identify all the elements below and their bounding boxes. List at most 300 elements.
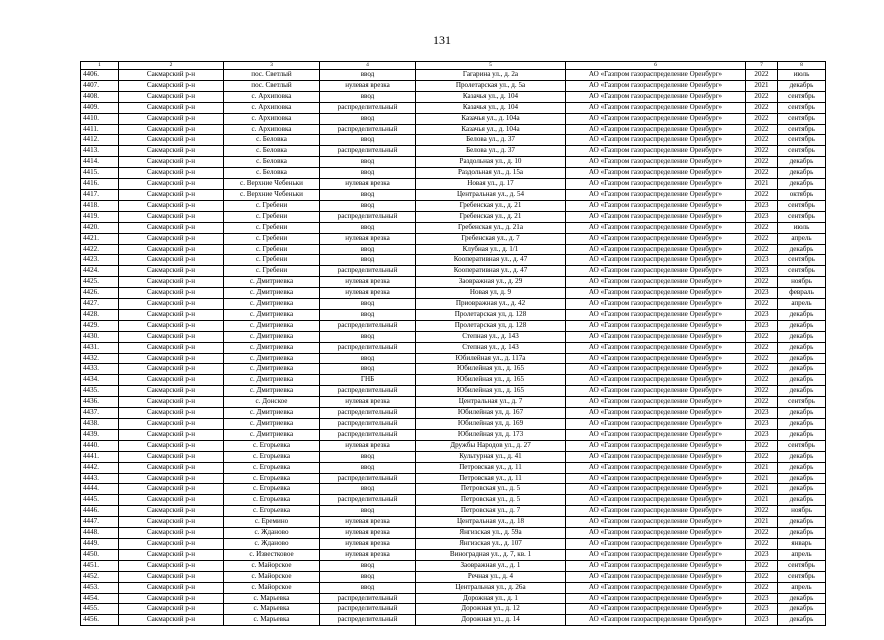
cell-row-number: 4447. bbox=[81, 517, 119, 528]
cell-organization: АО «Газпром газораспределение Оренбург» bbox=[566, 299, 746, 310]
cell-pipeline-type: ввод bbox=[320, 353, 416, 364]
cell-pipeline-type: ввод bbox=[320, 222, 416, 233]
cell-organization: АО «Газпром газораспределение Оренбург» bbox=[566, 375, 746, 386]
cell-row-number: 4437. bbox=[81, 408, 119, 419]
cell-district: Сакмарский р-н bbox=[119, 168, 224, 179]
cell-district: Сакмарский р-н bbox=[119, 244, 224, 255]
cell-organization: АО «Газпром газораспределение Оренбург» bbox=[566, 179, 746, 190]
cell-address: Казачья ул., д. 104 bbox=[416, 91, 566, 102]
table-row bbox=[81, 364, 826, 375]
cell-organization: АО «Газпром газораспределение Оренбург» bbox=[566, 495, 746, 506]
cell-settlement: с. Дмитриевка bbox=[224, 277, 320, 288]
cell-year: 2023 bbox=[746, 604, 778, 615]
cell-pipeline-type: ввод bbox=[320, 560, 416, 571]
cell-settlement: с. Дмитриевка bbox=[224, 309, 320, 320]
cell-pipeline-type: ввод bbox=[320, 157, 416, 168]
cell-month: апрель bbox=[778, 549, 826, 560]
cell-row-number: 4430. bbox=[81, 331, 119, 342]
cell-month: сентябрь bbox=[778, 397, 826, 408]
cell-row-number: 4428. bbox=[81, 309, 119, 320]
cell-month: декабрь bbox=[778, 484, 826, 495]
table-row bbox=[81, 189, 826, 200]
cell-row-number: 4452. bbox=[81, 571, 119, 582]
cell-settlement: с. Гребени bbox=[224, 222, 320, 233]
cell-row-number: 4429. bbox=[81, 320, 119, 331]
cell-year: 2022 bbox=[746, 506, 778, 517]
table-row bbox=[81, 200, 826, 211]
cell-month: декабрь bbox=[778, 320, 826, 331]
cell-year: 2022 bbox=[746, 222, 778, 233]
cell-year: 2022 bbox=[746, 451, 778, 462]
table-row bbox=[81, 179, 826, 190]
cell-district: Сакмарский р-н bbox=[119, 189, 224, 200]
cell-month: декабрь bbox=[778, 495, 826, 506]
cell-year: 2022 bbox=[746, 386, 778, 397]
cell-year: 2022 bbox=[746, 244, 778, 255]
cell-row-number: 4425. bbox=[81, 277, 119, 288]
cell-pipeline-type: ввод bbox=[320, 299, 416, 310]
cell-month: декабрь bbox=[778, 179, 826, 190]
table-row bbox=[81, 593, 826, 604]
cell-pipeline-type: нулевая врезка bbox=[320, 233, 416, 244]
cell-organization: АО «Газпром газораспределение Оренбург» bbox=[566, 386, 746, 397]
cell-organization: АО «Газпром газораспределение Оренбург» bbox=[566, 506, 746, 517]
table-row bbox=[81, 320, 826, 331]
cell-address: Белова ул., д. 37 bbox=[416, 135, 566, 146]
cell-year: 2022 bbox=[746, 342, 778, 353]
cell-month: сентябрь bbox=[778, 146, 826, 157]
cell-row-number: 4421. bbox=[81, 233, 119, 244]
cell-settlement: с. Архиповка bbox=[224, 124, 320, 135]
cell-month: сентябрь bbox=[778, 91, 826, 102]
table-row bbox=[81, 582, 826, 593]
cell-month: сентябрь bbox=[778, 124, 826, 135]
cell-month: декабрь bbox=[778, 331, 826, 342]
cell-pipeline-type: ввод bbox=[320, 255, 416, 266]
cell-district: Сакмарский р-н bbox=[119, 462, 224, 473]
cell-organization: АО «Газпром газораспределение Оренбург» bbox=[566, 157, 746, 168]
cell-district: Сакмарский р-н bbox=[119, 255, 224, 266]
cell-month: апрель bbox=[778, 233, 826, 244]
cell-pipeline-type: нулевая врезка bbox=[320, 80, 416, 91]
table-header-row bbox=[81, 62, 826, 70]
cell-month: июль bbox=[778, 70, 826, 81]
cell-organization: АО «Газпром газораспределение Оренбург» bbox=[566, 309, 746, 320]
table-row bbox=[81, 146, 826, 157]
table-row bbox=[81, 80, 826, 91]
cell-district: Сакмарский р-н bbox=[119, 604, 224, 615]
cell-year: 2022 bbox=[746, 168, 778, 179]
cell-settlement: с. Донское bbox=[224, 397, 320, 408]
cell-district: Сакмарский р-н bbox=[119, 538, 224, 549]
cell-settlement: с. Дмитриевка bbox=[224, 419, 320, 430]
cell-district: Сакмарский р-н bbox=[119, 200, 224, 211]
cell-pipeline-type: нулевая врезка bbox=[320, 277, 416, 288]
cell-organization: АО «Газпром газораспределение Оренбург» bbox=[566, 582, 746, 593]
cell-pipeline-type: распределительный bbox=[320, 320, 416, 331]
cell-organization: АО «Газпром газораспределение Оренбург» bbox=[566, 517, 746, 528]
cell-address: Казачья ул., д. 104а bbox=[416, 124, 566, 135]
cell-organization: АО «Газпром газораспределение Оренбург» bbox=[566, 233, 746, 244]
cell-pipeline-type: ввод bbox=[320, 364, 416, 375]
cell-pipeline-type: распределительный bbox=[320, 604, 416, 615]
cell-row-number: 4436. bbox=[81, 397, 119, 408]
table-row bbox=[81, 135, 826, 146]
cell-year: 2021 bbox=[746, 80, 778, 91]
table-row bbox=[81, 157, 826, 168]
table-row bbox=[81, 615, 826, 626]
cell-organization: АО «Газпром газораспределение Оренбург» bbox=[566, 320, 746, 331]
cell-pipeline-type: нулевая врезка bbox=[320, 397, 416, 408]
cell-settlement: с. Архиповка bbox=[224, 113, 320, 124]
cell-address: Казачья ул., д. 104а bbox=[416, 113, 566, 124]
cell-settlement: с. Дмитриевка bbox=[224, 429, 320, 440]
cell-pipeline-type: ввод bbox=[320, 451, 416, 462]
cell-district: Сакмарский р-н bbox=[119, 419, 224, 430]
cell-month: декабрь bbox=[778, 429, 826, 440]
cell-row-number: 4450. bbox=[81, 549, 119, 560]
cell-row-number: 4448. bbox=[81, 528, 119, 539]
cell-month: декабрь bbox=[778, 419, 826, 430]
cell-row-number: 4440. bbox=[81, 440, 119, 451]
cell-month: декабрь bbox=[778, 364, 826, 375]
cell-year: 2022 bbox=[746, 91, 778, 102]
cell-address: Гребенская ул., д. 21 bbox=[416, 200, 566, 211]
cell-organization: АО «Газпром газораспределение Оренбург» bbox=[566, 102, 746, 113]
cell-settlement: с. Дмитриевка bbox=[224, 375, 320, 386]
cell-organization: АО «Газпром газораспределение Оренбург» bbox=[566, 124, 746, 135]
cell-address: Петровская ул., д. 7 bbox=[416, 506, 566, 517]
cell-pipeline-type: распределительный bbox=[320, 615, 416, 626]
table-row bbox=[81, 495, 826, 506]
table-row bbox=[81, 353, 826, 364]
cell-address: Приовражная ул., д. 42 bbox=[416, 299, 566, 310]
cell-organization: АО «Газпром газораспределение Оренбург» bbox=[566, 451, 746, 462]
cell-year: 2022 bbox=[746, 560, 778, 571]
cell-settlement: с. Архиповка bbox=[224, 91, 320, 102]
header-cell-district: 2 bbox=[119, 62, 224, 70]
cell-address: Гагарина ул., д. 2а bbox=[416, 70, 566, 81]
cell-year: 2023 bbox=[746, 419, 778, 430]
cell-row-number: 4415. bbox=[81, 168, 119, 179]
cell-year: 2022 bbox=[746, 102, 778, 113]
cell-address: Дружбы Народов ул., д. 27 bbox=[416, 440, 566, 451]
table-row bbox=[81, 233, 826, 244]
cell-month: декабрь bbox=[778, 157, 826, 168]
cell-address: Янгизская ул., д. 59а bbox=[416, 528, 566, 539]
cell-organization: АО «Газпром газораспределение Оренбург» bbox=[566, 473, 746, 484]
cell-year: 2023 bbox=[746, 255, 778, 266]
cell-year: 2022 bbox=[746, 375, 778, 386]
cell-settlement: с. Жданово bbox=[224, 538, 320, 549]
cell-organization: АО «Газпром газораспределение Оренбург» bbox=[566, 288, 746, 299]
cell-address: Раздольная ул., д. 10 bbox=[416, 157, 566, 168]
cell-organization: АО «Газпром газораспределение Оренбург» bbox=[566, 91, 746, 102]
cell-organization: АО «Газпром газораспределение Оренбург» bbox=[566, 168, 746, 179]
cell-address: Новая ул, д. 9 bbox=[416, 288, 566, 299]
table-row bbox=[81, 462, 826, 473]
cell-pipeline-type: нулевая врезка bbox=[320, 528, 416, 539]
cell-month: июль bbox=[778, 222, 826, 233]
cell-settlement: пос. Светлый bbox=[224, 70, 320, 81]
cell-settlement: с. Егорьевка bbox=[224, 484, 320, 495]
cell-organization: АО «Газпром газораспределение Оренбург» bbox=[566, 200, 746, 211]
cell-year: 2022 bbox=[746, 353, 778, 364]
cell-year: 2022 bbox=[746, 70, 778, 81]
cell-row-number: 4407. bbox=[81, 80, 119, 91]
cell-address: Раздольная ул., д. 15а bbox=[416, 168, 566, 179]
cell-address: Янгизская ул., д. 107 bbox=[416, 538, 566, 549]
cell-month: декабрь bbox=[778, 462, 826, 473]
header-cell-settlement: 3 bbox=[224, 62, 320, 70]
cell-row-number: 4453. bbox=[81, 582, 119, 593]
cell-month: декабрь bbox=[778, 244, 826, 255]
cell-settlement: с. Егорьевка bbox=[224, 462, 320, 473]
cell-row-number: 4418. bbox=[81, 200, 119, 211]
cell-organization: АО «Газпром газораспределение Оренбург» bbox=[566, 189, 746, 200]
cell-year: 2022 bbox=[746, 135, 778, 146]
cell-district: Сакмарский р-н bbox=[119, 484, 224, 495]
cell-settlement: с. Дмитриевка bbox=[224, 408, 320, 419]
table-row bbox=[81, 70, 826, 81]
cell-pipeline-type: ввод bbox=[320, 462, 416, 473]
cell-year: 2022 bbox=[746, 146, 778, 157]
cell-month: ноябрь bbox=[778, 506, 826, 517]
cell-district: Сакмарский р-н bbox=[119, 440, 224, 451]
cell-pipeline-type: распределительный bbox=[320, 102, 416, 113]
cell-settlement: с. Егорьевка bbox=[224, 473, 320, 484]
table-row bbox=[81, 484, 826, 495]
cell-settlement: с. Дмитриевка bbox=[224, 386, 320, 397]
page-number: 131 bbox=[433, 33, 451, 47]
cell-year: 2023 bbox=[746, 309, 778, 320]
cell-year: 2022 bbox=[746, 157, 778, 168]
cell-settlement: с. Майорское bbox=[224, 571, 320, 582]
cell-pipeline-type: ГНБ bbox=[320, 375, 416, 386]
cell-settlement: с. Беловка bbox=[224, 168, 320, 179]
table-row bbox=[81, 560, 826, 571]
cell-row-number: 4422. bbox=[81, 244, 119, 255]
cell-district: Сакмарский р-н bbox=[119, 386, 224, 397]
cell-district: Сакмарский р-н bbox=[119, 528, 224, 539]
cell-district: Сакмарский р-н bbox=[119, 211, 224, 222]
cell-row-number: 4441. bbox=[81, 451, 119, 462]
cell-pipeline-type: ввод bbox=[320, 331, 416, 342]
cell-address: Культурная ул., д. 41 bbox=[416, 451, 566, 462]
cell-pipeline-type: ввод bbox=[320, 309, 416, 320]
cell-row-number: 4442. bbox=[81, 462, 119, 473]
table-row bbox=[81, 113, 826, 124]
cell-month: февраль bbox=[778, 288, 826, 299]
cell-pipeline-type: нулевая врезка bbox=[320, 179, 416, 190]
cell-district: Сакмарский р-н bbox=[119, 299, 224, 310]
cell-month: сентябрь bbox=[778, 211, 826, 222]
cell-address: Дорожная ул., д. 14 bbox=[416, 615, 566, 626]
table-row bbox=[81, 429, 826, 440]
header-cell-organization: 6 bbox=[566, 62, 746, 70]
cell-month: сентябрь bbox=[778, 266, 826, 277]
cell-row-number: 4413. bbox=[81, 146, 119, 157]
cell-month: декабрь bbox=[778, 386, 826, 397]
header-cell-month: 8 bbox=[778, 62, 826, 70]
cell-district: Сакмарский р-н bbox=[119, 560, 224, 571]
cell-row-number: 4416. bbox=[81, 179, 119, 190]
table-row bbox=[81, 571, 826, 582]
cell-year: 2023 bbox=[746, 288, 778, 299]
cell-organization: АО «Газпром газораспределение Оренбург» bbox=[566, 113, 746, 124]
cell-row-number: 4455. bbox=[81, 604, 119, 615]
cell-year: 2022 bbox=[746, 189, 778, 200]
table-row bbox=[81, 386, 826, 397]
cell-address: Пролетарская ул, д. 128 bbox=[416, 320, 566, 331]
cell-organization: АО «Газпром газораспределение Оренбург» bbox=[566, 528, 746, 539]
cell-month: октябрь bbox=[778, 189, 826, 200]
cell-organization: АО «Газпром газораспределение Оренбург» bbox=[566, 342, 746, 353]
table-row bbox=[81, 124, 826, 135]
cell-year: 2021 bbox=[746, 179, 778, 190]
cell-pipeline-type: распределительный bbox=[320, 342, 416, 353]
cell-organization: АО «Газпром газораспределение Оренбург» bbox=[566, 244, 746, 255]
cell-district: Сакмарский р-н bbox=[119, 342, 224, 353]
table-row bbox=[81, 604, 826, 615]
cell-pipeline-type: ввод bbox=[320, 135, 416, 146]
cell-settlement: с. Марьевка bbox=[224, 615, 320, 626]
cell-district: Сакмарский р-н bbox=[119, 80, 224, 91]
cell-district: Сакмарский р-н bbox=[119, 375, 224, 386]
cell-district: Сакмарский р-н bbox=[119, 309, 224, 320]
cell-address: Белова ул., д. 37 bbox=[416, 146, 566, 157]
cell-address: Петровская ул., д. 5 bbox=[416, 484, 566, 495]
table-row bbox=[81, 91, 826, 102]
cell-pipeline-type: распределительный bbox=[320, 211, 416, 222]
cell-settlement: с. Беловка bbox=[224, 135, 320, 146]
cell-pipeline-type: ввод bbox=[320, 113, 416, 124]
cell-organization: АО «Газпром газораспределение Оренбург» bbox=[566, 560, 746, 571]
cell-settlement: с. Дмитриевка bbox=[224, 353, 320, 364]
cell-year: 2023 bbox=[746, 549, 778, 560]
cell-organization: АО «Газпром газораспределение Оренбург» bbox=[566, 364, 746, 375]
cell-row-number: 4426. bbox=[81, 288, 119, 299]
table-row bbox=[81, 440, 826, 451]
cell-address: Центральная ул., д. 26а bbox=[416, 582, 566, 593]
cell-settlement: с. Гребени bbox=[224, 244, 320, 255]
cell-year: 2023 bbox=[746, 408, 778, 419]
cell-organization: АО «Газпром газораспределение Оренбург» bbox=[566, 397, 746, 408]
cell-year: 2022 bbox=[746, 364, 778, 375]
cell-pipeline-type: ввод bbox=[320, 571, 416, 582]
cell-year: 2022 bbox=[746, 571, 778, 582]
cell-pipeline-type: нулевая врезка bbox=[320, 288, 416, 299]
cell-district: Сакмарский р-н bbox=[119, 473, 224, 484]
cell-address: Центральная ул., д. 7 bbox=[416, 397, 566, 408]
table-row bbox=[81, 342, 826, 353]
cell-month: сентябрь bbox=[778, 102, 826, 113]
cell-pipeline-type: распределительный bbox=[320, 419, 416, 430]
cell-organization: АО «Газпром газораспределение Оренбург» bbox=[566, 440, 746, 451]
table-row bbox=[81, 528, 826, 539]
cell-district: Сакмарский р-н bbox=[119, 593, 224, 604]
cell-district: Сакмарский р-н bbox=[119, 222, 224, 233]
cell-organization: АО «Газпром газораспределение Оренбург» bbox=[566, 408, 746, 419]
cell-organization: АО «Газпром газораспределение Оренбург» bbox=[566, 146, 746, 157]
cell-address: Юбилейная ул., д. 165 bbox=[416, 386, 566, 397]
cell-settlement: с. Верхние Чебеньки bbox=[224, 189, 320, 200]
cell-row-number: 4417. bbox=[81, 189, 119, 200]
cell-month: декабрь bbox=[778, 473, 826, 484]
cell-address: Пролетарская ул, д. 128 bbox=[416, 309, 566, 320]
cell-settlement: с. Егорьевка bbox=[224, 451, 320, 462]
cell-settlement: с. Гребени bbox=[224, 211, 320, 222]
cell-month: декабрь bbox=[778, 408, 826, 419]
cell-settlement: с. Марьевка bbox=[224, 593, 320, 604]
cell-address: Степная ул., д. 143 bbox=[416, 342, 566, 353]
cell-row-number: 4432. bbox=[81, 353, 119, 364]
cell-month: декабрь bbox=[778, 168, 826, 179]
cell-settlement: с. Дмитриевка bbox=[224, 364, 320, 375]
cell-district: Сакмарский р-н bbox=[119, 233, 224, 244]
cell-row-number: 4423. bbox=[81, 255, 119, 266]
cell-settlement: с. Гребени bbox=[224, 233, 320, 244]
cell-organization: АО «Газпром газораспределение Оренбург» bbox=[566, 80, 746, 91]
cell-settlement: с. Беловка bbox=[224, 157, 320, 168]
cell-year: 2021 bbox=[746, 473, 778, 484]
cell-pipeline-type: распределительный bbox=[320, 408, 416, 419]
cell-pipeline-type: ввод bbox=[320, 582, 416, 593]
cell-district: Сакмарский р-н bbox=[119, 397, 224, 408]
cell-pipeline-type: ввод bbox=[320, 70, 416, 81]
cell-year: 2023 bbox=[746, 429, 778, 440]
cell-organization: АО «Газпром газораспределение Оренбург» bbox=[566, 70, 746, 81]
cell-settlement: с. Дмитриевка bbox=[224, 342, 320, 353]
cell-pipeline-type: распределительный bbox=[320, 146, 416, 157]
cell-address: Речная ул., д. 4 bbox=[416, 571, 566, 582]
cell-year: 2022 bbox=[746, 582, 778, 593]
cell-district: Сакмарский р-н bbox=[119, 451, 224, 462]
cell-year: 2022 bbox=[746, 113, 778, 124]
cell-settlement: с. Егорьевка bbox=[224, 506, 320, 517]
cell-address: Заовражная ул., д. 29 bbox=[416, 277, 566, 288]
cell-row-number: 4451. bbox=[81, 560, 119, 571]
cell-row-number: 4433. bbox=[81, 364, 119, 375]
cell-settlement: с. Архиповка bbox=[224, 102, 320, 113]
cell-year: 2022 bbox=[746, 233, 778, 244]
table-row bbox=[81, 408, 826, 419]
cell-pipeline-type: нулевая врезка bbox=[320, 517, 416, 528]
cell-month: декабрь bbox=[778, 309, 826, 320]
cell-district: Сакмарский р-н bbox=[119, 495, 224, 506]
cell-district: Сакмарский р-н bbox=[119, 179, 224, 190]
cell-organization: АО «Газпром газораспределение Оренбург» bbox=[566, 593, 746, 604]
cell-address: Петровская ул., д. 11 bbox=[416, 462, 566, 473]
cell-district: Сакмарский р-н bbox=[119, 353, 224, 364]
cell-year: 2022 bbox=[746, 440, 778, 451]
cell-pipeline-type: ввод bbox=[320, 484, 416, 495]
cell-address: Юбилейная ул., д. 165 bbox=[416, 364, 566, 375]
cell-year: 2022 bbox=[746, 124, 778, 135]
cell-pipeline-type: распределительный bbox=[320, 266, 416, 277]
cell-organization: АО «Газпром газораспределение Оренбург» bbox=[566, 135, 746, 146]
cell-pipeline-type: нулевая врезка bbox=[320, 538, 416, 549]
cell-district: Сакмарский р-н bbox=[119, 506, 224, 517]
cell-year: 2022 bbox=[746, 538, 778, 549]
cell-row-number: 4456. bbox=[81, 615, 119, 626]
cell-pipeline-type: ввод bbox=[320, 91, 416, 102]
table-row bbox=[81, 473, 826, 484]
cell-month: сентябрь bbox=[778, 113, 826, 124]
cell-address: Виноградная ул., д. 7, кв. 1 bbox=[416, 549, 566, 560]
cell-row-number: 4438. bbox=[81, 419, 119, 430]
cell-organization: АО «Газпром газораспределение Оренбург» bbox=[566, 538, 746, 549]
